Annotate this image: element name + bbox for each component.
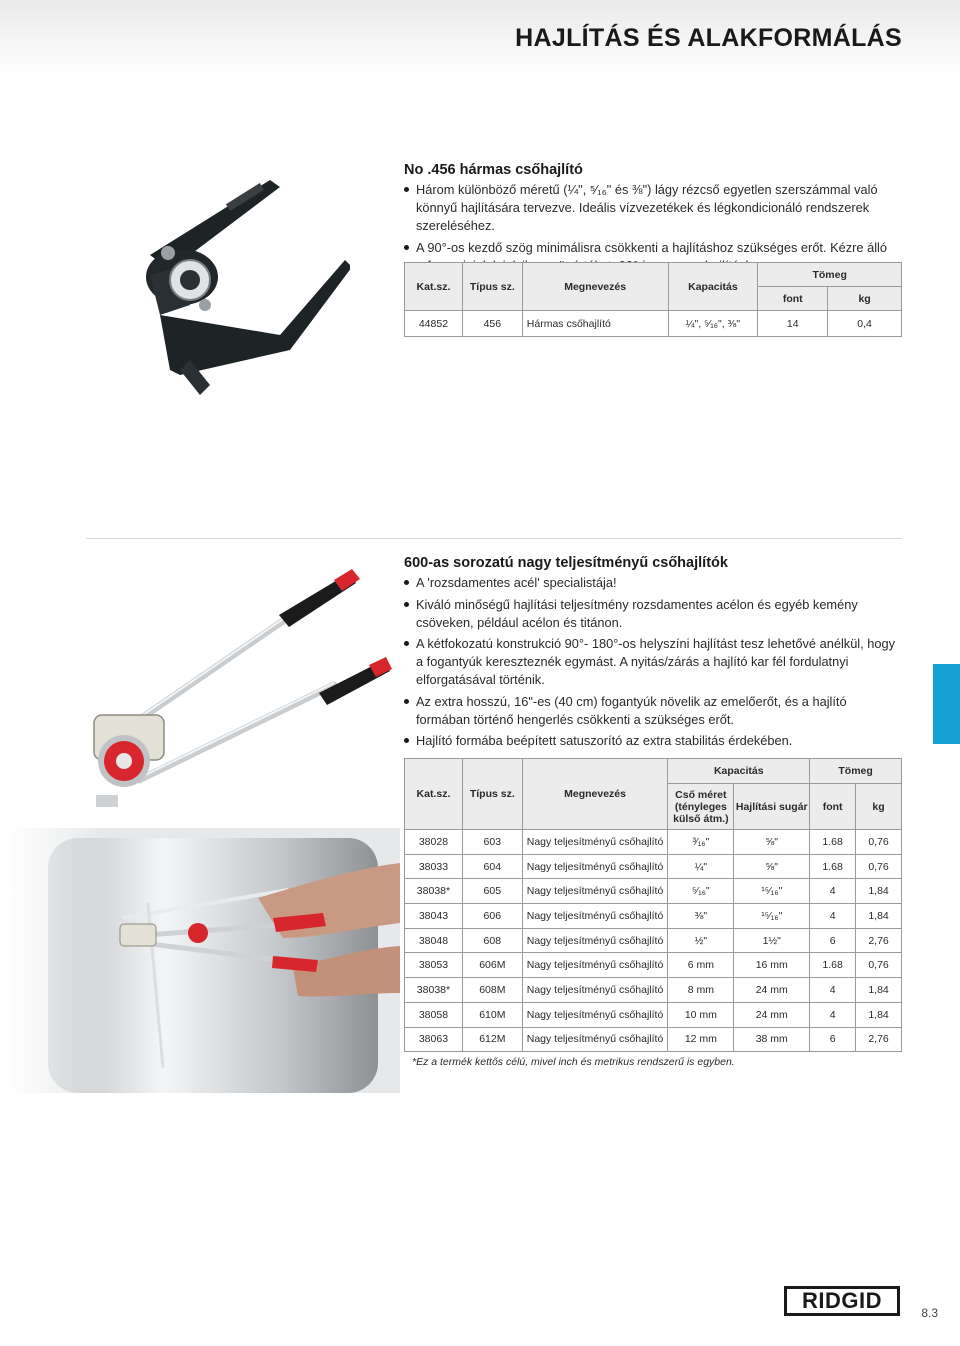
triple-tube-bender-image xyxy=(130,165,350,430)
heavy-duty-bender-image xyxy=(84,565,400,815)
col-header-megnevezes: Megnevezés xyxy=(522,759,668,830)
cell-tipus: 610M xyxy=(462,1002,522,1027)
col-header-kapacitas: Kapacitás xyxy=(668,759,810,784)
cell-katsz: 38053 xyxy=(405,953,463,978)
col-header-tomeg: Tömeg xyxy=(810,759,902,784)
cell-font: 4 xyxy=(810,1002,856,1027)
section2-table-body xyxy=(405,830,902,1052)
cell-katsz: 38048 xyxy=(405,928,463,953)
table-row xyxy=(405,1027,902,1052)
col-header-tipus: Típus sz. xyxy=(462,759,522,830)
cell-katsz: 38038* xyxy=(405,879,463,904)
bullet-item: Három különböző méretű (¼", ⁵⁄₁₆" és ⅜") lágy rézcső egyetlen szerszámmal való könnyű hajlítására tervezve. Ideális vízvezetékek és légkondicionáló rendszerek szereléséhez. xyxy=(404,181,900,235)
section2-bullets xyxy=(404,574,900,754)
cell-cso: ⁵⁄₁₆" xyxy=(668,879,734,904)
section-divider xyxy=(86,538,902,539)
table-row xyxy=(405,978,902,1003)
cell-sugar: ¹⁵⁄₁₆" xyxy=(734,904,810,929)
cell-megnevezes: Nagy teljesítményű csőhajlító xyxy=(522,978,668,1003)
col-header-kg: kg xyxy=(856,784,902,830)
cell-cso: ³⁄₁₆" xyxy=(668,830,734,855)
cell-font: 6 xyxy=(810,1027,856,1052)
cell-sugar: ⅝" xyxy=(734,830,810,855)
bullet-item: Kiváló minőségű hajlítási teljesítmény rozsdamentes acélon és egyéb kemény csöveken, például acélon és titánon. xyxy=(404,596,900,632)
section1-spec-table xyxy=(404,262,902,337)
cell-megnevezes: Nagy teljesítményű csőhajlító xyxy=(522,928,668,953)
cell-cso: ⅜" xyxy=(668,904,734,929)
cell-megnevezes: Hármas csőhajlító xyxy=(522,311,668,337)
ridgid-logo xyxy=(784,1286,900,1316)
col-header-megnevezes: Megnevezés xyxy=(522,263,668,311)
col-header-katsz: Kat.sz. xyxy=(405,759,463,830)
cell-tipus: 608M xyxy=(462,978,522,1003)
col-header-katsz: Kat.sz. xyxy=(405,263,463,311)
cell-cso: 8 mm xyxy=(668,978,734,1003)
cell-megnevezes: Nagy teljesítményű csőhajlító xyxy=(522,879,668,904)
cell-kg: 0,4 xyxy=(828,311,902,337)
cell-katsz: 44852 xyxy=(405,311,463,337)
logo-text: RIDGID xyxy=(802,1288,882,1313)
bullet-item: Hajlító formába beépített satuszorító az extra stabilitás érdekében. xyxy=(404,732,900,750)
section1-title: No .456 hármas csőhajlító xyxy=(404,162,583,178)
cell-megnevezes: Nagy teljesítményű csőhajlító xyxy=(522,830,668,855)
chapter-side-tab xyxy=(933,664,960,744)
cell-kg: 1,84 xyxy=(856,904,902,929)
cell-tipus: 604 xyxy=(462,854,522,879)
cell-kg: 1,84 xyxy=(856,1002,902,1027)
cell-font: 14 xyxy=(758,311,828,337)
cell-cso: ¼" xyxy=(668,854,734,879)
table-row xyxy=(405,854,902,879)
cell-megnevezes: Nagy teljesítményű csőhajlító xyxy=(522,1027,668,1052)
cell-font: 4 xyxy=(810,978,856,1003)
cell-megnevezes: Nagy teljesítményű csőhajlító xyxy=(522,953,668,978)
cell-font: 4 xyxy=(810,879,856,904)
cell-sugar: ¹⁵⁄₁₆" xyxy=(734,879,810,904)
cell-megnevezes: Nagy teljesítményű csőhajlító xyxy=(522,854,668,879)
table-row xyxy=(405,830,902,855)
table-row xyxy=(405,1002,902,1027)
bullet-item: Az extra hosszú, 16"-es (40 cm) fogantyúk növelik az emelőerőt, és a hajlító formában történő hengerlés csökkenti a szükséges erőt. xyxy=(404,693,900,729)
col-header-kapacitas: Kapacitás xyxy=(668,263,758,311)
col-header-tomeg: Tömeg xyxy=(758,263,902,287)
cell-tipus: 456 xyxy=(462,311,522,337)
cell-katsz: 38043 xyxy=(405,904,463,929)
table-row xyxy=(405,953,902,978)
cell-kg: 1,84 xyxy=(856,978,902,1003)
cell-kg: 2,76 xyxy=(856,928,902,953)
page-number: 8.3 xyxy=(921,1306,938,1320)
cell-tipus: 603 xyxy=(462,830,522,855)
cell-font: 1.68 xyxy=(810,953,856,978)
cell-katsz: 38028 xyxy=(405,830,463,855)
cell-tipus: 612M xyxy=(462,1027,522,1052)
cell-kapacitas: ¼", ⁵⁄₁₆", ⅜" xyxy=(668,311,758,337)
col-header-tipus: Típus sz. xyxy=(462,263,522,311)
cell-kg: 0,76 xyxy=(856,953,902,978)
cell-cso: 10 mm xyxy=(668,1002,734,1027)
cell-font: 4 xyxy=(810,904,856,929)
cell-katsz: 38033 xyxy=(405,854,463,879)
cell-font: 1.68 xyxy=(810,854,856,879)
table-row xyxy=(405,879,902,904)
cell-tipus: 606M xyxy=(462,953,522,978)
bullet-item: A 'rozsdamentes acél' specialistája! xyxy=(404,574,900,592)
col-header-font: font xyxy=(810,784,856,830)
cell-katsz: 38058 xyxy=(405,1002,463,1027)
cell-megnevezes: Nagy teljesítményű csőhajlító xyxy=(522,1002,668,1027)
cell-sugar: ⅝" xyxy=(734,854,810,879)
cell-tipus: 608 xyxy=(462,928,522,953)
cell-cso: 12 mm xyxy=(668,1027,734,1052)
bullet-item: A kétfokozatú konstrukció 90°- 180°-os helyszíni hajlítást tesz lehetővé anélkül, hogy a fogantyúk kereszteznék egymást. A nyitás/zárás a hajlító kar fél fordulatnyi elforgatásával történik. xyxy=(404,635,900,689)
cell-sugar: 38 mm xyxy=(734,1027,810,1052)
cell-sugar: 1½" xyxy=(734,928,810,953)
section2-title: 600-as sorozatú nagy teljesítményű csőhajlítók xyxy=(404,555,728,571)
cell-font: 1.68 xyxy=(810,830,856,855)
page-title: HAJLÍTÁS ÉS ALAKFORMÁLÁS xyxy=(515,24,902,52)
cell-cso: 6 mm xyxy=(668,953,734,978)
cell-sugar: 24 mm xyxy=(734,978,810,1003)
table-row xyxy=(405,928,902,953)
cell-katsz: 38063 xyxy=(405,1027,463,1052)
cell-font: 6 xyxy=(810,928,856,953)
bender-in-use-image xyxy=(8,828,400,1093)
bullet-item: A 90°-os kezdő szög minimálisra csökkenti a hajlításhoz szükséges erőt. Kézre álló xyxy=(404,239,900,275)
cell-sugar: 16 mm xyxy=(734,953,810,978)
col-header-font: font xyxy=(758,287,828,311)
cell-tipus: 605 xyxy=(462,879,522,904)
cell-kg: 2,76 xyxy=(856,1027,902,1052)
table-footnote: *Ez a termék kettős célú, mivel inch és metrikus rendszerű is egyben. xyxy=(412,1056,735,1068)
cell-tipus: 606 xyxy=(462,904,522,929)
col-header-kg: kg xyxy=(828,287,902,311)
cell-sugar: 24 mm xyxy=(734,1002,810,1027)
table-row xyxy=(405,311,902,337)
cell-katsz: 38038* xyxy=(405,978,463,1003)
col-header-hajlitasi-sugar: Hajlítási sugár xyxy=(734,784,810,830)
cell-megnevezes: Nagy teljesítményű csőhajlító xyxy=(522,904,668,929)
cell-cso: ½" xyxy=(668,928,734,953)
col-header-cso-meret: Cső méret (tényleges külső átm.) xyxy=(668,784,734,830)
cell-kg: 0,76 xyxy=(856,830,902,855)
cell-kg: 1,84 xyxy=(856,879,902,904)
table-row xyxy=(405,904,902,929)
cell-kg: 0,76 xyxy=(856,854,902,879)
section2-spec-table xyxy=(404,758,902,1052)
